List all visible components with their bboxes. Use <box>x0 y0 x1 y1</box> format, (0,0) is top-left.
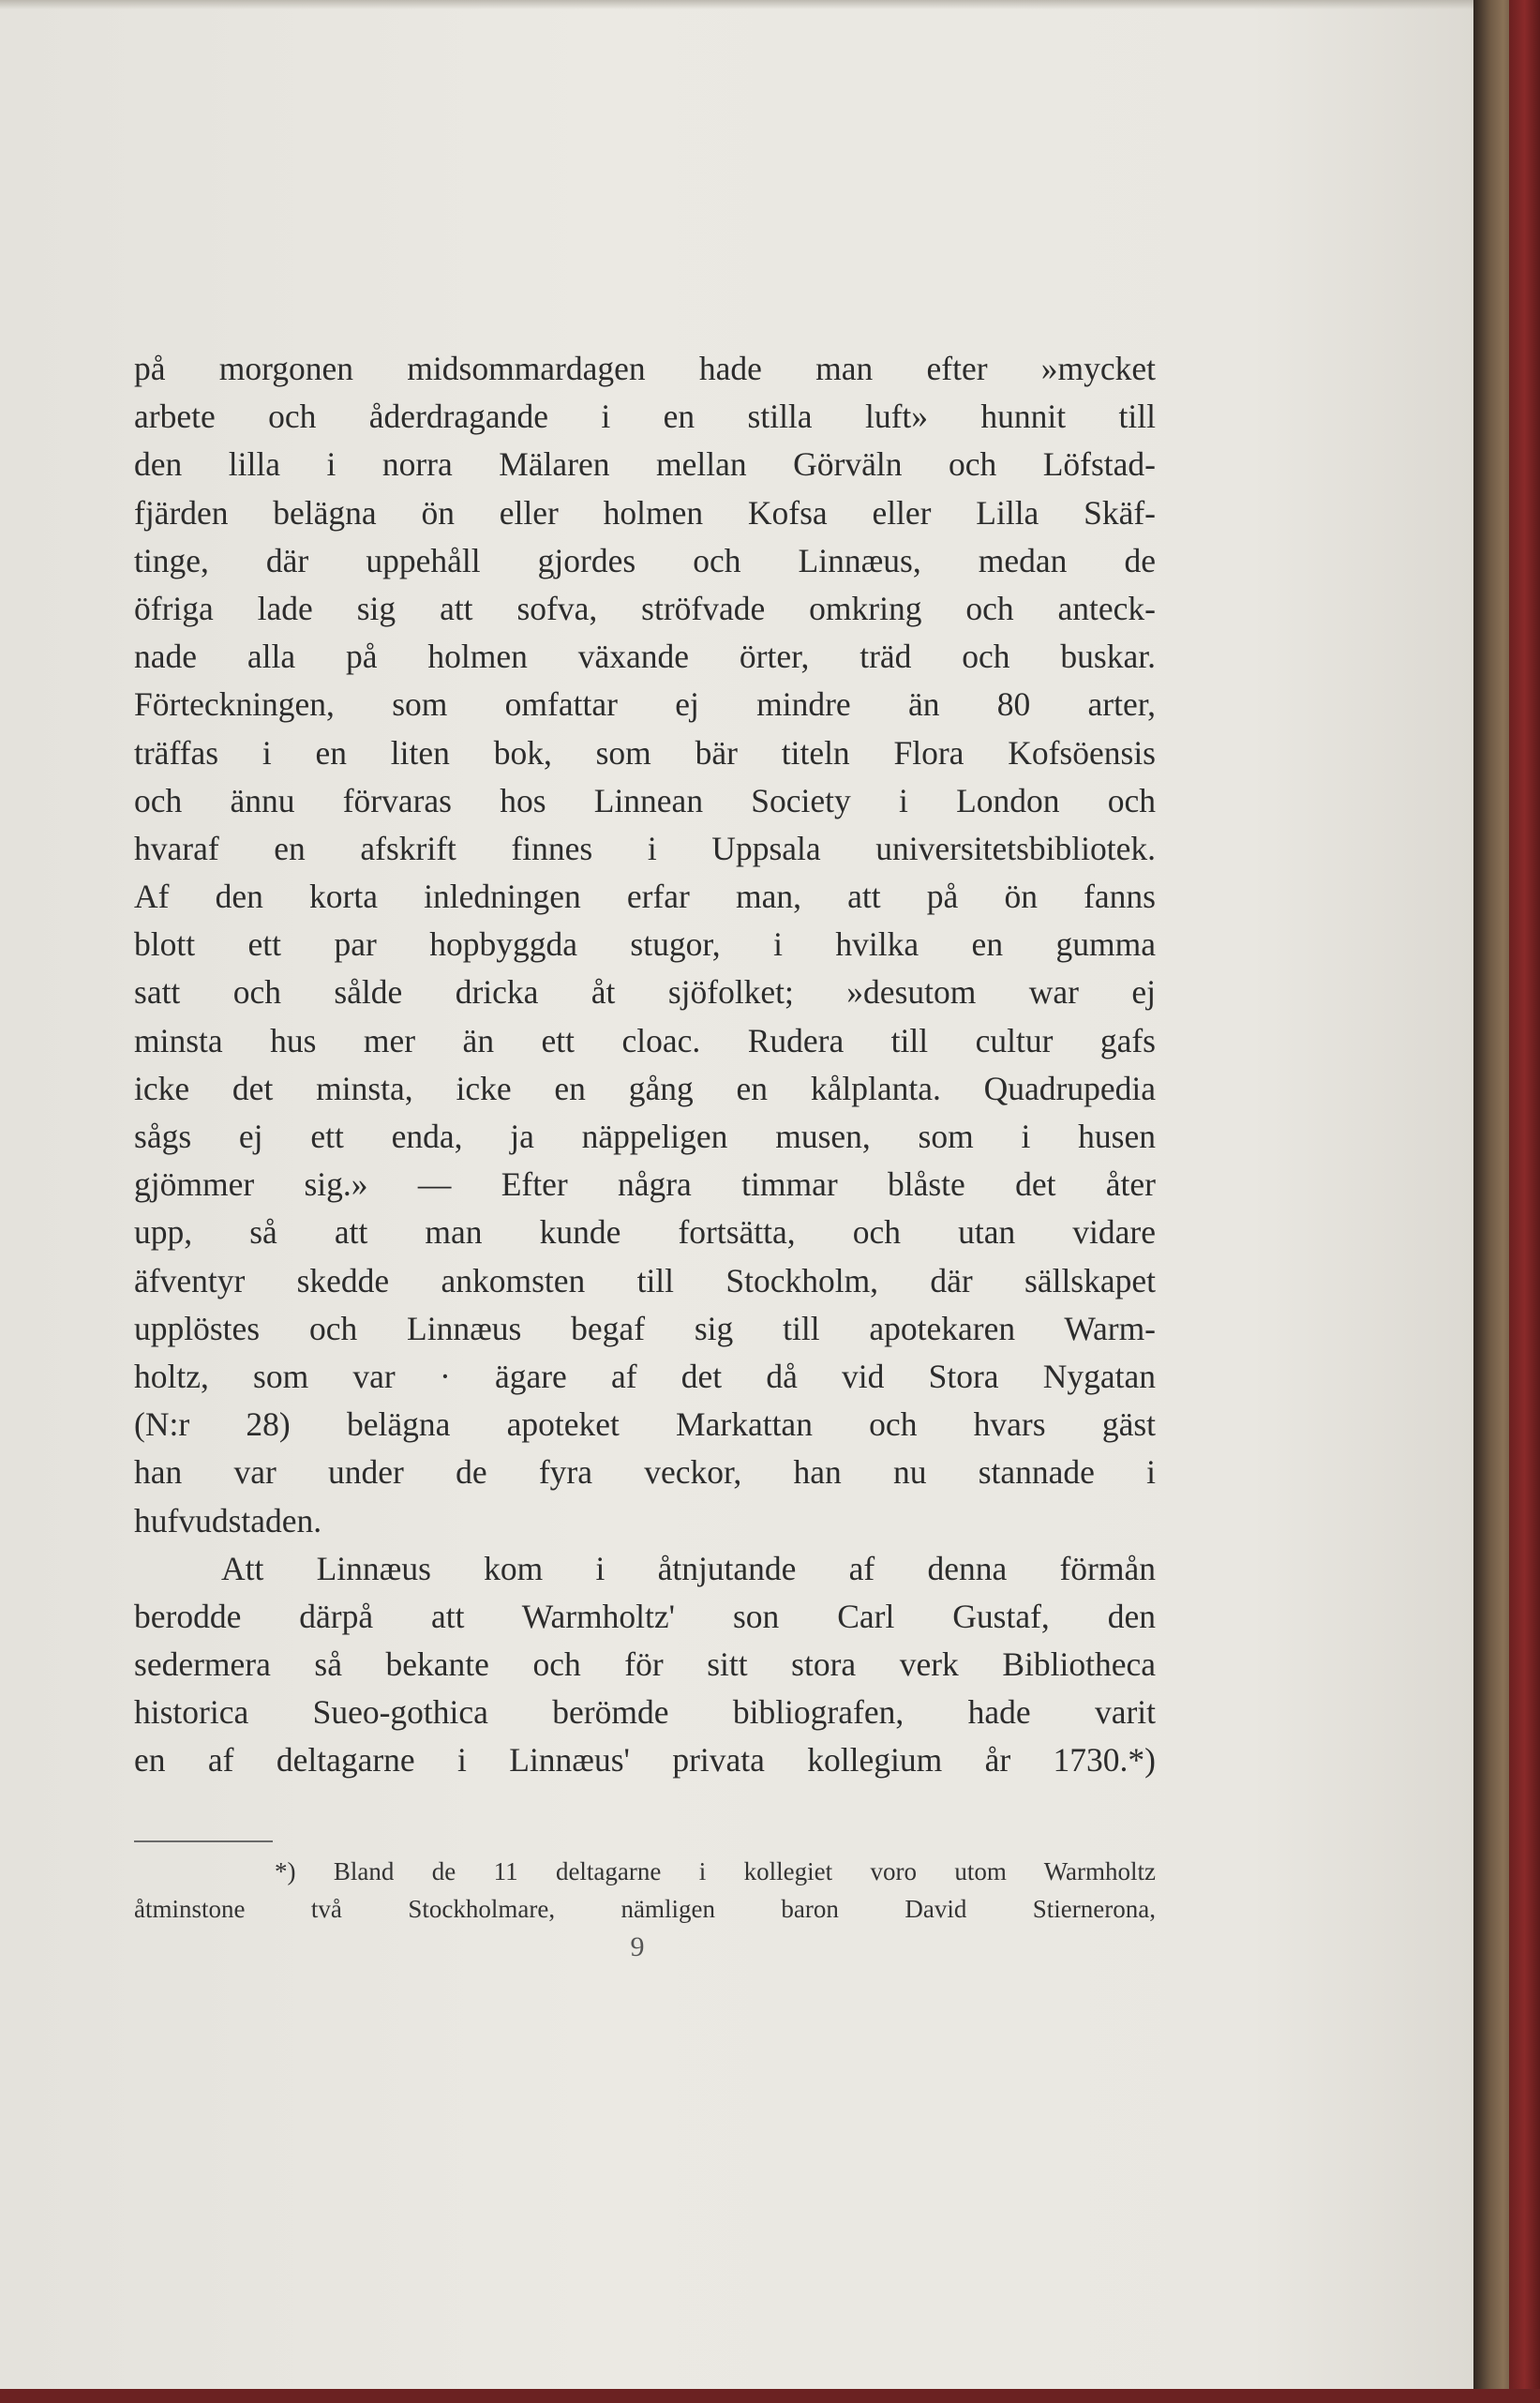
binding-bottom-edge <box>0 2389 1540 2403</box>
text-line: sågs ej ett enda, ja näppeligen musen, som i husen <box>134 1118 1156 1155</box>
text-line: och ännu förvaras hos Linnean Society i London och <box>134 781 1156 819</box>
text-line: på morgonen midsommardagen hade man efter »mycket <box>134 350 1156 387</box>
paragraph-first-line: Att Linnæus kom i åtnjutande af denna förmån <box>221 1549 1156 1587</box>
page-top-shadow <box>0 0 1473 9</box>
text-line: historica Sueo-gothica berömde bibliografen, hade varit <box>134 1693 1156 1732</box>
footnote <box>134 1853 1156 1928</box>
text-line: blott ett par hopbyggda stugor, i hvilka en gumma <box>134 925 1156 964</box>
text-line: träffas i en liten bok, som bär titeln Flora Kofsöensis <box>134 733 1156 772</box>
text-line: satt och sålde dricka åt sjöfolket; »desutom war ej <box>134 973 1156 1012</box>
text-line: upplöstes och Linnæus begaf sig till apotekaren Warm- <box>134 1309 1156 1347</box>
binding-edge <box>1509 0 1540 2403</box>
footnote-divider <box>134 1840 273 1842</box>
main-text <box>134 345 1156 1785</box>
text-line: tinge, där uppehåll gjordes och Linnæus, medan de <box>134 541 1156 579</box>
text-line: icke det minsta, icke en gång en kålplanta. Quadrupedia <box>134 1069 1156 1107</box>
text-line: holtz, som var · ägare af det då vid Stora Nygatan <box>134 1357 1156 1395</box>
text-line: gjömmer sig.» — Efter några timmar blåste det åter <box>134 1165 1156 1204</box>
text-line: nade alla på holmen växande örter, träd och buskar. <box>134 638 1156 676</box>
text-line: äfventyr skedde ankomsten till Stockholm, där sällskapet <box>134 1261 1156 1299</box>
text-line: han var under de fyra veckor, han nu stannade i <box>134 1453 1156 1492</box>
text-line: sedermera så bekante och för sitt stora verk Bibliotheca <box>134 1645 1156 1684</box>
text-line: Förteckningen, som omfattar ej mindre än 80 arter, <box>134 685 1156 724</box>
text-line: öfriga lade sig att sofva, ströfvade omkring och anteck- <box>134 589 1156 627</box>
text-line: fjärden belägna ön eller holmen Kofsa eller Lilla Skäf- <box>134 493 1156 532</box>
text-line: Af den korta inledningen erfar man, att på ön fanns <box>134 878 1156 916</box>
text-line: en af deltagarne i Linnæus' privata kollegium år 1730.*) <box>134 1741 1156 1780</box>
text-line: arbete och åderdragande i en stilla luft» hunnit till <box>134 398 1156 436</box>
page-number: 9 <box>630 1931 645 1962</box>
text-line: minsta hus mer än ett cloac. Rudera till cultur gafs <box>134 1021 1156 1059</box>
text-line: hvaraf en afskrift finnes i Uppsala universitetsbibliotek. <box>134 829 1156 867</box>
text-line: den lilla i norra Mälaren mellan Görväln och Löfstad- <box>134 445 1156 484</box>
text-line: (N:r 28) belägna apoteket Markattan och hvars gäst <box>134 1405 1156 1444</box>
text-line: hufvudstaden. <box>134 1501 322 1539</box>
footnote-line: *) Bland de 11 deltagarne i kollegiet voro utom Warmholtz <box>275 1857 1156 1885</box>
text-line: upp, så att man kunde fortsätta, och utan vidare <box>134 1213 1156 1252</box>
text-line: berodde därpå att Warmholtz' son Carl Gustaf, den <box>134 1597 1156 1635</box>
footnote-line: åtminstone två Stockholmare, nämligen baron David Stiernerona, <box>134 1895 1156 1923</box>
